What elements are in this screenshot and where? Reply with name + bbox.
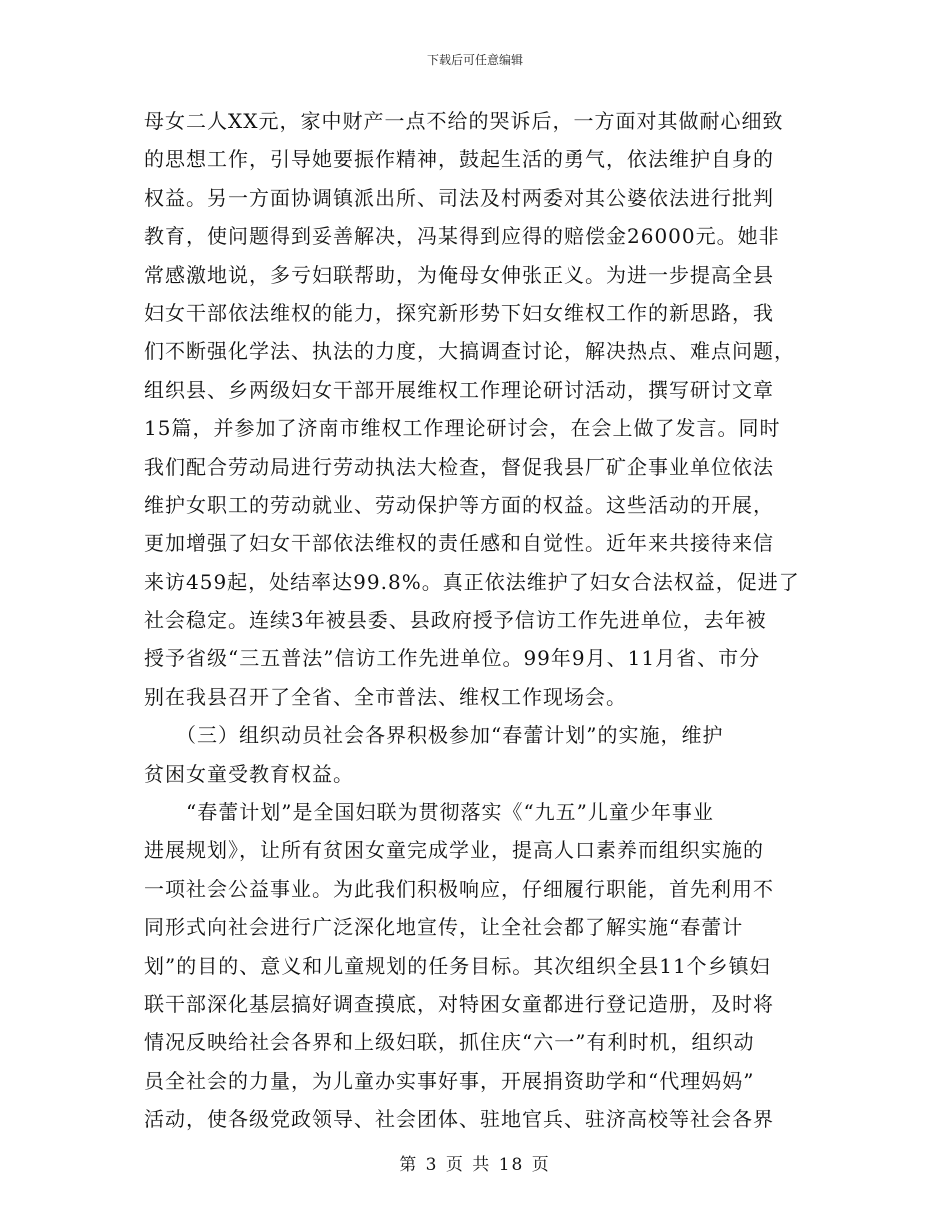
text-line: 员全社会的力量，为儿童办实事好事，开展捐资助学和“代理妈妈” bbox=[144, 1068, 755, 1093]
text-line: 同形式向社会进行广泛深化地宣传，让全社会都了解实施“春蕾计 bbox=[144, 915, 744, 940]
text-line: 我们配合劳动局进行劳动执法大检查，督促我县厂矿企事业单位依法 bbox=[144, 454, 774, 479]
text-line: 15篇，并参加了济南市维权工作理论研讨会，在会上做了发言。同时 bbox=[144, 416, 781, 441]
section-heading: 贫困女童受教育权益。 bbox=[144, 761, 354, 786]
text-line: 教育，使问题得到妥善解决，冯某得到应得的赔偿金26000元。她非 bbox=[144, 224, 780, 249]
text-line: 别在我县召开了全省、全市普法、维权工作现场会。 bbox=[144, 684, 627, 709]
text-line: 常感激地说，多亏妇联帮助，为俺母女伸张正义。为进一步提高全县 bbox=[144, 262, 774, 287]
text-line: 来访459起，处结率达99.8%。真正依法维护了妇女合法权益，促进了 bbox=[144, 569, 800, 594]
page-header: 下载后可任意编辑 bbox=[426, 53, 523, 67]
text-line: 一项社会公益事业。为此我们积极响应，仔细履行职能，首先利用不 bbox=[144, 876, 774, 901]
text-line: 的思想工作，引导她要振作精神，鼓起生活的勇气，依法维护自身的 bbox=[144, 147, 774, 172]
text-line: 权益。另一方面协调镇派出所、司法及村两委对其公婆依法进行批判 bbox=[144, 185, 774, 210]
text-line: 活动，使各级党政领导、社会团体、驻地官兵、驻济高校等社会各界 bbox=[144, 1107, 774, 1132]
text-line: 维护女职工的劳动就业、劳动保护等方面的权益。这些活动的开展， bbox=[144, 492, 774, 517]
text-line: 们不断强化学法、执法的力度，大搞调查讨论，解决热点、难点问题， bbox=[144, 339, 795, 364]
text-line: 授予省级“三五普法”信访工作先进单位。99年9月、11月省、市分 bbox=[144, 646, 761, 671]
text-line: 进展规划》，让所有贫困女童完成学业，提高人口素养而组织实施的 bbox=[144, 838, 764, 863]
page-footer: 第 3 页 共 18 页 bbox=[399, 1155, 551, 1175]
text-line: 联干部深化基层搞好调查摸底，对特困女童都进行登记造册，及时将 bbox=[144, 991, 774, 1016]
text-line: 更加增强了妇女干部依法维权的责任感和自觉性。近年来共接待来信 bbox=[144, 531, 774, 556]
text-line: 组织县、乡两级妇女干部开展维权工作理论研讨活动，撰写研讨文章 bbox=[144, 377, 774, 402]
text-line: 社会稳定。连续3年被县委、县政府授予信访工作先进单位，去年被 bbox=[144, 608, 767, 633]
section-heading: （三）组织动员社会各界积极参加“春蕾计划”的实施，维护 bbox=[144, 723, 724, 748]
text-line: “春蕾计划”是全国妇联为贯彻落实《“九五”儿童少年事业 bbox=[144, 800, 714, 825]
body-text bbox=[144, 102, 810, 1139]
text-line: 妇女干部依法维权的能力，探究新形势下妇女维权工作的新思路，我 bbox=[144, 300, 774, 325]
text-line: 情况反映给社会各界和上级妇联，抓住庆“六一”有利时机，组织动 bbox=[144, 1030, 755, 1055]
text-line: 母女二人XX元，家中财产一点不给的哭诉后，一方面对其做耐心细致 bbox=[144, 109, 784, 133]
text-line: 划”的目的、意义和儿童规划的任务目标。其次组织全县11个乡镇妇 bbox=[144, 953, 771, 978]
